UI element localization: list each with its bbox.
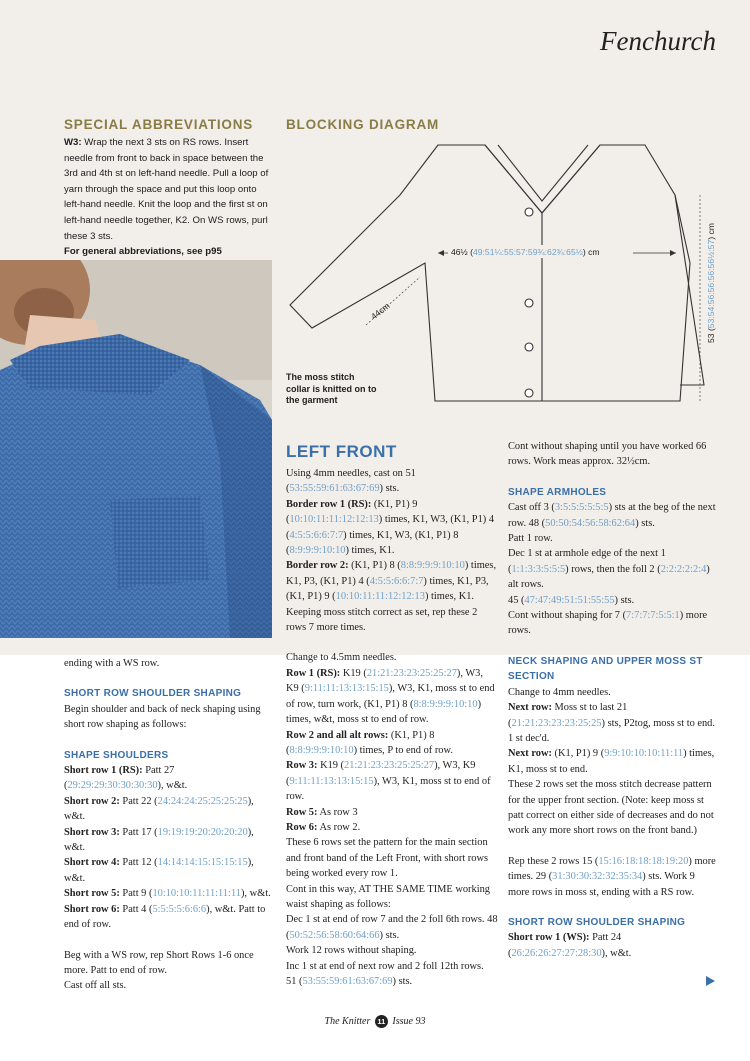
short-row-4: Short row 4: Patt 12 (14:14:14:15:15:15:15), w&t. (64, 857, 254, 884)
model-photo (0, 260, 272, 638)
neck-needle-change: Change to 4mm needles. (508, 686, 611, 698)
column-3 (508, 439, 716, 961)
blocking-diagram-heading: BLOCKING DIAGRAM (286, 117, 440, 132)
short-row-3: Short row 3: Patt 17 (19:19:19:20:20:20:20), w&t. (64, 826, 254, 854)
short-row-ws: Short row 1 (WS): Patt 24 (26:26:26:27:27:28:30), w&t. (508, 932, 632, 959)
armhole-stitch-count: 45 (47:47:49:51:51:55:55) sts. (508, 594, 635, 606)
abbr-definition: Wrap the next 3 sts on RS rows. Insert needle from front to back in space between the 3rd and 4th st on left-hand needle. Pull a loop of yarn through the space and put this loop onto left-hand needle. Knit the loop and the first st on left-hand needle together, K2. On WS rows, purl these 3 sts. (64, 137, 269, 242)
short-row-2: Short row 2: Patt 22 (24:24:24:25:25:25:25), w&t. (64, 795, 254, 823)
work-rows-text: Work 12 rows without shaping. (286, 945, 417, 957)
armhole-dec: Dec 1 st at armhole edge of the next 1 (1:1:3:3:5:5:5) rows, then the foll 2 (2:2:2:2:2:4) alt rows. (508, 548, 710, 591)
neck-dec-note: 1 st dec'd. (508, 732, 550, 744)
page-footer (0, 1015, 750, 1028)
width-measurement: 46½ (49:51¼:55:57:59¾:62¾:65½) cm (451, 247, 600, 257)
row-5-text: Row 5: As row 3 (286, 806, 358, 818)
page-number: 11 (375, 1015, 388, 1028)
armhole-cont: Cont without shaping for 7 (7:7:7:7:5:5:1) more rows. (508, 610, 708, 637)
row-3-text: Row 3: K19 (21:21:23:23:25:25:27), W3, K9 (9:11:11:13:13:15:15), W3, K1, moss st to end of row. (286, 760, 491, 803)
short-row-shoulder-heading-2: SHORT ROW SHOULDER SHAPING (508, 916, 686, 928)
collar-caption: The moss stitch collar is knitted on to the garment (286, 372, 377, 405)
short-row-5: Short row 5: Patt 9 (10:10:10:11:11:11:11), w&t. (64, 888, 271, 900)
ending-text: ending with a WS row. (64, 658, 160, 669)
abbr-general-note: For general abbreviations, see p95 (64, 246, 222, 258)
border-row-2: Border row 2: (K1, P1) 8 (8:8:9:9:9:10:10) times, K1, P3, (K1, P1) 4 (4:5:5:6:6:7:7) times, K1, P3, (K1, P1) 9 (10:10:11:11:12:12:13) times, K1. (286, 560, 497, 603)
column-2 (286, 466, 498, 989)
moss-repeat-text: Keeping moss stitch correct as set, rep these 2 rows 7 more times. (286, 606, 478, 634)
short-row-1: Short row 1 (RS): Patt 27 (29:29:29:30:30:30:30), w&t. (64, 765, 188, 792)
waist-dec-text: Dec 1 st at end of row 7 and the 2 foll 6th rows. 48 (50:52:56:58:60:64:66) sts. (286, 914, 498, 941)
abbr-term: W3: (64, 137, 82, 148)
neck-pattern-note: These 2 rows set the moss stitch decrease pattern for the upper front section. (Note: keep moss st patt correct on either side of decreases and do not work any more short rows on the front band.) (508, 779, 714, 837)
neck-next-row-2: Next row: (K1, P1) 9 (9:9:10:10:10:11:11) times, K1, moss st to end. (508, 748, 715, 775)
magazine-name: The Knitter (324, 1015, 371, 1027)
cont-without-shaping: Cont without shaping until you have worked 66 rows. Work meas approx. 32½cm. (508, 441, 707, 468)
button-4 (525, 389, 533, 397)
continue-arrow-icon (706, 976, 715, 986)
abbreviations-heading: SPECIAL ABBREVIATIONS (64, 117, 254, 132)
row-2-text: Row 2 and all alt rows: (K1, P1) 8 (8:8:9:9:9:10:10) times, P to end of row. (286, 729, 453, 756)
short-row-heading: SHORT ROW SHOULDER SHAPING (64, 688, 242, 700)
sleeve-measurement: 44cm (368, 300, 392, 322)
neck-next-row-1: Next row: Moss st to last 21 (21:21:23:23:23:25:25) sts, P2tog, moss st to end. (508, 702, 715, 729)
shape-armholes-heading: SHAPE ARMHOLES (508, 486, 607, 498)
page-title: Fenchurch (600, 26, 716, 56)
column-1 (64, 656, 276, 994)
border-row-1: Border row 1 (RS): (K1, P1) 9 (10:10:11:11:12:12:13) times, K1, W3, (K1, P1) 4 (4:5:5:6:6:7:7) times, K1, W3, (K1, P1) 8 (8:9:9:9:10:10) times, K1. (286, 498, 495, 557)
button-1 (525, 208, 533, 216)
button-2 (525, 299, 533, 307)
pattern-summary: These 6 rows set the pattern for the main section and front band of the Left Front, with short rows being worked every row 1. (286, 837, 489, 880)
left-front-heading: LEFT FRONT (286, 442, 397, 461)
cast-off-instruction: Cast off all sts. (64, 980, 127, 992)
neck-shaping-heading: NECK SHAPING AND UPPER MOSS ST SECTION (508, 655, 703, 683)
row-1-text: Row 1 (RS): K19 (21:21:23:23:25:25:27), W3, K9 (9:11:11:13:13:15:15), W3, K1, moss st to end of row, turn work, (K1, P1) 8 (8:8:9:9:9:10:10) times, w&t, moss st to end of row. (286, 667, 495, 726)
stitch-count-text: 51 (53:55:59:61:63:67:69) sts. (286, 976, 413, 987)
short-row-intro: Begin shoulder and back of neck shaping using short row shaping as follows: (64, 703, 261, 731)
button-3 (525, 343, 533, 351)
shape-shoulders-heading: SHAPE SHOULDERS (64, 749, 169, 761)
length-measurement: 53 (53:54:56:56:56:56½:57) cm (706, 223, 716, 343)
row-6-text: Row 6: As row 2. (286, 821, 361, 833)
repeat-instruction: Beg with a WS row, rep Short Rows 1-6 once more. Patt to end of row. (64, 949, 254, 976)
short-row-6: Short row 6: Patt 4 (5:5:5:5:6:6:6), w&t. Patt to end of row. (64, 903, 266, 931)
cast-on-text: Using 4mm needles, cast on 51 (53:55:59:61:63:67:69) sts. (286, 468, 416, 495)
needle-change-text: Change to 4.5mm needles. (286, 652, 397, 664)
abbreviations-text (64, 135, 274, 260)
issue-label: Issue 93 (392, 1015, 426, 1027)
neck-repeat: Rep these 2 rows 15 (15:16:18:18:18:19:20) more times. 29 (31:30:30:32:32:35:34) sts. Work 9 more rows in moss st, ending with a RS row. (508, 855, 716, 898)
armhole-cast-off: Cast off 3 (3:5:5:5:5:5:5) sts at the beg of the next row. 48 (50:50:54:56:58:62:64) sts. (508, 502, 716, 529)
patt-1-row: Patt 1 row. (508, 533, 553, 545)
waist-inc-text: Inc 1 st at end of next row and 2 foll 12th rows. (286, 960, 484, 972)
waist-shaping-intro: Cont in this way, AT THE SAME TIME working waist shaping as follows: (286, 883, 490, 910)
